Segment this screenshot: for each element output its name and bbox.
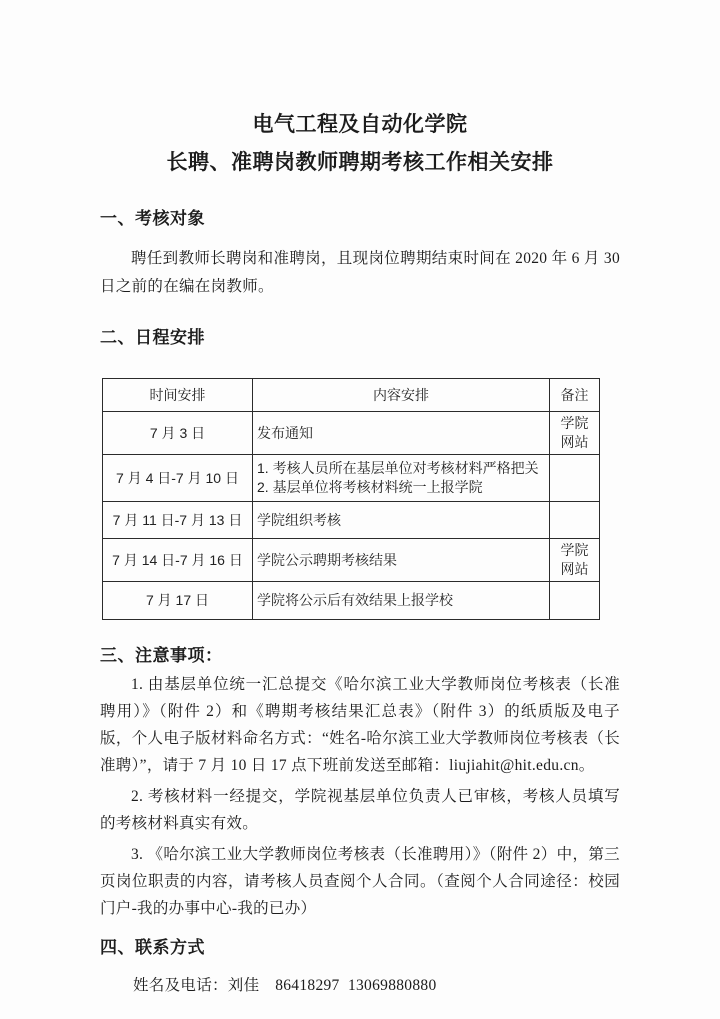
- content-line: 2. 基层单位将考核材料统一上报学院: [257, 479, 483, 495]
- table-cell-remark: [550, 455, 600, 502]
- document-title-line1: 电气工程及自动化学院: [252, 113, 468, 136]
- table-header-row: [103, 379, 600, 412]
- section3-item-1: 1. 由基层单位统一汇总提交《哈尔滨工业大学教师岗位考核表（长准聘用）》（附件 2）和《聘期考核结果汇总表》（附件 3）的纸质版及电子版，个人电子版材料命名方式：“姓名-哈尔滨工业大学教师岗位考核表（长准聘）”，请于 7 月 10 日 17 点下班前发送至邮箱：liujiahit@hit.edu.cn。: [100, 676, 620, 774]
- table-row: [103, 502, 600, 539]
- section3-heading: 三、注意事项：: [100, 646, 223, 665]
- table-cell-content: [253, 412, 550, 455]
- table-row: [103, 582, 600, 620]
- table-cell-content: [253, 539, 550, 582]
- section3-item-2: 2. 考核材料一经提交，学院视基层单位负责人已审核，考核人员填写的考核材料真实有效。: [100, 788, 620, 832]
- content-line: 学院组织考核: [257, 511, 341, 528]
- document-title-line2: 长聘、准聘岗教师聘期考核工作相关安排: [166, 151, 554, 174]
- table-header-content: 内容安排: [253, 379, 550, 412]
- section2-heading: 二、日程安排: [100, 328, 205, 347]
- table-cell-time: 7 月 3 日: [103, 412, 253, 455]
- table-row: [103, 455, 600, 502]
- table-cell-content: [253, 455, 550, 502]
- contact-info: 姓名及电话：刘佳 86418297 13069880880: [133, 977, 437, 994]
- section3-item-3: 3. 《哈尔滨工业大学教师岗位考核表（长准聘用）》（附件 2）中，第三页岗位职责的内容，请考核人员查阅个人合同。（查阅个人合同途径：校园门户-我的办事中心-我的已办）: [100, 846, 620, 917]
- remark-line: 学院: [560, 542, 589, 558]
- table-row: [103, 412, 600, 455]
- content-line: 发布通知: [257, 424, 313, 441]
- table-header-time: 时间安排: [103, 379, 253, 412]
- table-cell-content: [253, 582, 550, 620]
- section1-paragraph: 聘任到教师长聘岗和准聘岗，且现岗位聘期结束时间在 2020 年 6 月 30 日之前的在编在岗教师。: [100, 250, 620, 295]
- remark-line: 网站: [560, 561, 589, 577]
- table-cell-remark: [550, 582, 600, 620]
- table-header-remark: 备注: [550, 379, 600, 412]
- section1-heading: 一、考核对象: [100, 209, 205, 228]
- table-cell-content: [253, 502, 550, 539]
- remark-line: 学院: [560, 415, 589, 431]
- remark-line: 网站: [560, 434, 589, 450]
- table-cell-remark: [550, 502, 600, 539]
- content-line: 学院将公示后有效结果上报学校: [257, 592, 453, 608]
- table-cell-remark: [550, 539, 600, 582]
- table-cell-remark: [550, 412, 600, 455]
- table-cell-time: 7 月 14 日-7 月 16 日: [103, 539, 253, 582]
- section4-heading: 四、联系方式: [100, 938, 205, 957]
- schedule-table: [102, 378, 600, 620]
- table-cell-time: 7 月 17 日: [103, 582, 253, 620]
- table-cell-time: 7 月 11 日-7 月 13 日: [103, 502, 253, 539]
- content-line: 学院公示聘期考核结果: [257, 551, 397, 568]
- content-line: 1. 考核人员所在基层单位对考核材料严格把关: [257, 460, 539, 476]
- table-cell-time: 7 月 4 日-7 月 10 日: [103, 455, 253, 502]
- table-row: [103, 539, 600, 582]
